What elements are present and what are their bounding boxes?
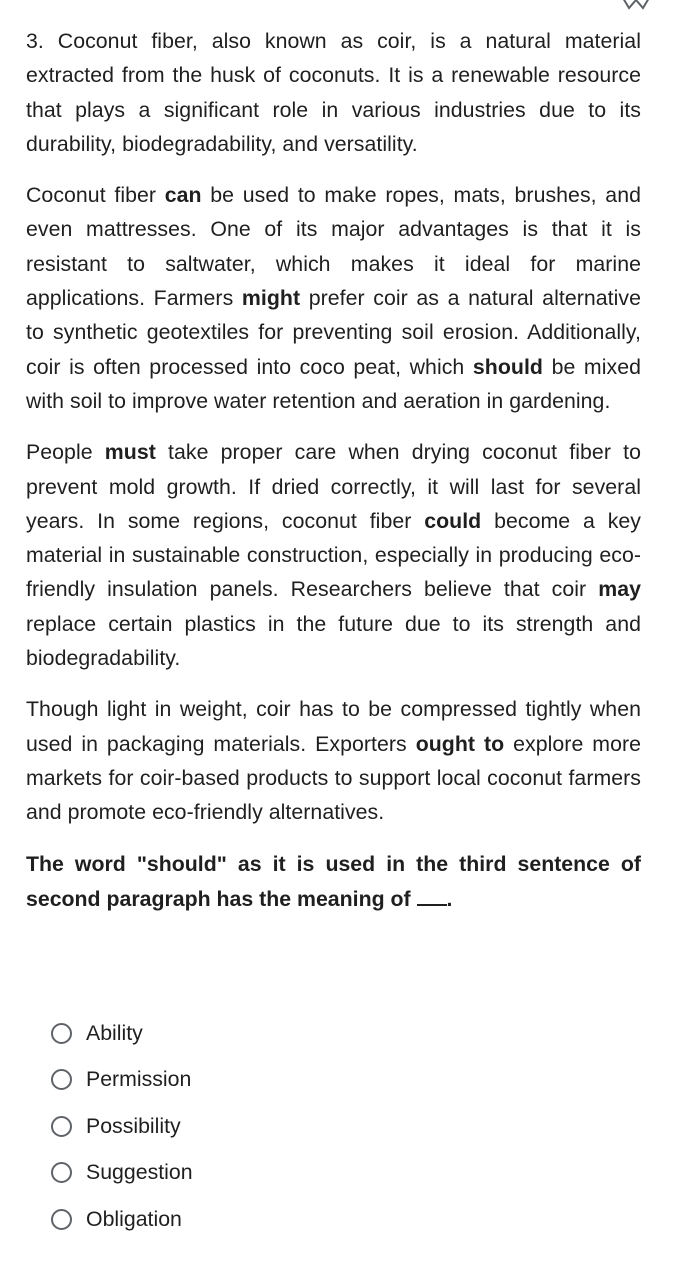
paragraph-3 [26,435,641,675]
option-label[interactable]: Ability [86,1020,143,1045]
question-prompt [26,847,641,917]
paragraph-3-text: become a key material in sustainable construction, especially in producing eco-friendly insulation panels. Researchers believe that coir [26,508,641,602]
modal-ought-to: ought to [415,731,505,756]
option-permission[interactable] [51,1057,193,1104]
option-suggestion[interactable] [51,1150,193,1197]
paragraph-1 [26,24,641,161]
paragraph-2-text: Coconut fiber [26,183,165,208]
question-end: . [446,886,453,911]
paragraph-3-text: take proper care when drying coconut fiber to prevent mold growth. If dried correctly, it will last for several years. In some regions, coconut fiber [26,440,641,533]
option-label[interactable]: Suggestion [86,1160,193,1185]
paragraph-3-text: People [26,440,105,465]
option-possibility[interactable] [51,1103,193,1150]
paragraph-3-text: replace certain plastics in the future due to its strength and biodegradability. [26,611,641,671]
paragraph-1-text: 3. Coconut fiber, also known as coir, is a natural material extracted from the husk of coconuts. It is a renewable resource that plays a significant role in various industries due to its durability, biodegradability, and versatility. [26,29,641,156]
chevron-mark-icon [620,0,652,10]
radio-button[interactable] [51,1116,72,1137]
question-text: The word "should" as it is used in the third sentence of second paragraph has the meaning of [26,851,641,911]
modal-should: should [472,354,543,379]
answer-blank [417,886,447,906]
paragraph-2-text: be used to make ropes, mats, brushes, and even mattresses. One of its major advantages is that it is resistant to saltwater, which makes it ideal for marine applications. Farmers [26,183,641,311]
radio-button[interactable] [51,1209,72,1230]
option-label[interactable]: Possibility [86,1113,181,1138]
paragraph-4-text: explore more markets for coir-based products to support local coconut farmers and promote eco-friendly alternatives. [26,731,641,825]
option-ability[interactable] [51,1010,193,1057]
option-obligation[interactable] [51,1196,193,1243]
radio-button[interactable] [51,1069,72,1090]
modal-could: could [424,508,482,533]
paragraph-4-text: Though light in weight, coir has to be compressed tightly when used in packaging materials. Exporters [26,697,641,756]
modal-can: can [164,183,202,208]
option-label[interactable]: Permission [86,1067,192,1092]
option-label[interactable]: Obligation [86,1206,182,1231]
radio-button[interactable] [51,1023,72,1044]
question-content [26,24,641,917]
paragraph-4 [26,692,641,829]
paragraph-2-text: prefer coir as a natural alternative to synthetic geotextiles for preventing soil erosion. Additionally, coir is often processed into coco peat, which [26,286,641,379]
paragraph-2 [26,178,641,418]
modal-might: might [241,286,301,311]
paragraph-2-text: be mixed with soil to improve water retention and aeration in gardening. [26,354,641,413]
modal-may: may [598,577,641,602]
answer-options [51,1010,193,1243]
radio-button[interactable] [51,1162,72,1183]
modal-must: must [104,440,156,465]
